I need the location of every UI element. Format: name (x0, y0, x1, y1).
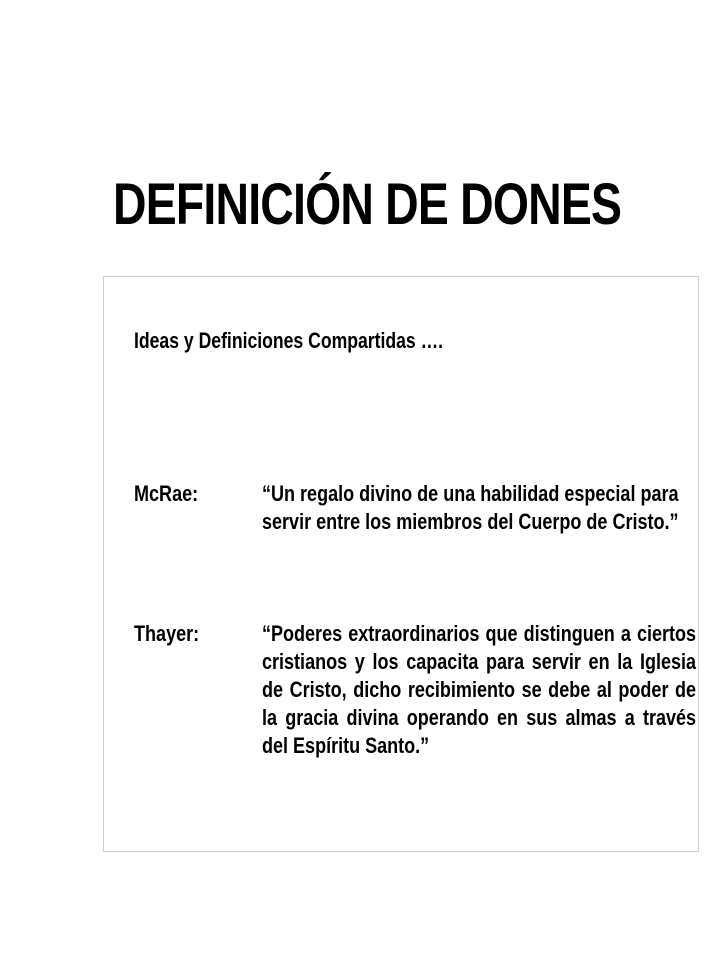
entry-quote-thayer-text: “Poderes extraordinarios que distinguen a ciertos cristianos y los capacita para servir en la Iglesia de Cristo, dicho recibimiento se debe al poder de la gracia divina operando en sus almas a través del Espíritu Santo.” (262, 621, 697, 758)
subtitle: Ideas y Definiciones Compartidas …. (134, 328, 444, 353)
entry-quote-thayer (262, 620, 696, 760)
slide-title: DEFINICIÓN DE DONES (113, 172, 622, 237)
entry-author-thayer: Thayer: (134, 621, 200, 646)
entry-quote-mcrae (262, 480, 696, 536)
entry-author-mcrae: McRae: (134, 481, 199, 506)
entry-quote-mcrae-text: “Un regalo divino de una habilidad especial para servir entre los miembros del Cuerpo de Cristo.” (262, 481, 679, 534)
content-box (103, 276, 699, 852)
